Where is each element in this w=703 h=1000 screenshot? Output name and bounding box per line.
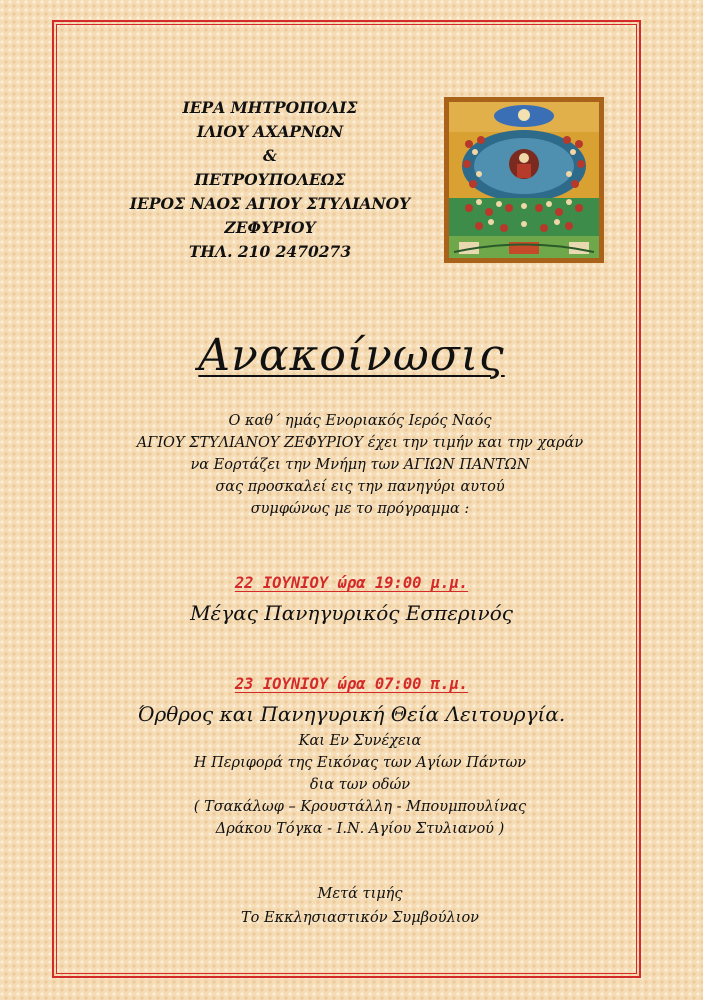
header-line: ΙΕΡΑ ΜΗΤΡΟΠΟΛΙΣ [182,98,358,117]
intro-line: ΑΓΙΟΥ ΣΤΥΛΙΑΝΟΥ ΖΕΦΥΡΙΟΥ έχει την τιμήν και την χαράν [136,435,584,451]
header-line: ΙΕΡΟΣ ΝΑΟΣ ΑΓΙΟΥ ΣΤΥΛΙΑΝΟΥ [129,194,411,213]
procession-details [100,730,620,840]
schedule-date-1 [0,574,703,592]
details-line: ( Τσακάλωφ – Κρουστάλλη - Μπουμπουλίνας [193,799,527,815]
parish-header [100,96,440,264]
details-line: Και Εν Συνέχεια [298,733,422,749]
title-text: Ανακοίνωσις [198,330,505,381]
header-phone: ΤΗΛ. 210 2470273 [188,242,352,261]
details-line: δια των οδών [309,777,411,793]
intro-line: να Εορτάζει την Μνήμη των ΑΓΙΩΝ ΠΑΝΤΩΝ [190,457,530,473]
intro-line: Ο καθ΄ ημάς Ενοριακός Ιερός Ναός [228,413,492,429]
closing-line: Το Εκκλησιαστικόν Συμβούλιον [241,910,479,926]
announcement-title [0,330,703,381]
schedule-date-1-text: 22 ΙΟΥΝΙΟΥ ώρα 19:00 μ.μ. [234,574,469,592]
intro-line: σας προσκαλεί εις την πανηγύρι αυτού [215,479,505,495]
invitation-text [100,410,620,520]
closing-signature [200,882,520,930]
closing-line: Μετά τιμής [317,886,403,902]
details-line: Δράκου Τόγκα - Ι.Ν. Αγίου Στυλιανού ) [215,821,505,837]
header-line: & [263,146,277,165]
schedule-event-2: Όρθρος και Πανηγυρική Θεία Λειτουργία. [137,702,566,726]
schedule-event-1: Μέγας Πανηγυρικός Εσπερινός [190,601,513,625]
all-saints-icon [444,97,604,263]
schedule-date-2 [0,675,703,693]
header-line: ΖΕΦΥΡΙΟΥ [224,218,316,237]
header-line: ΙΛΙΟΥ ΑΧΑΡΝΩΝ [196,122,344,141]
icon-painting [449,102,599,258]
schedule-date-2-text: 23 ΙΟΥΝΙΟΥ ώρα 07:00 π.μ. [234,675,469,693]
details-line: Η Περιφορά της Εικόνας των Αγίων Πάντων [193,755,527,771]
intro-line: συμφώνως με το πρόγραμμα : [250,501,470,517]
header-line: ΠΕΤΡΟΥΠΟΛΕΩΣ [194,170,346,189]
